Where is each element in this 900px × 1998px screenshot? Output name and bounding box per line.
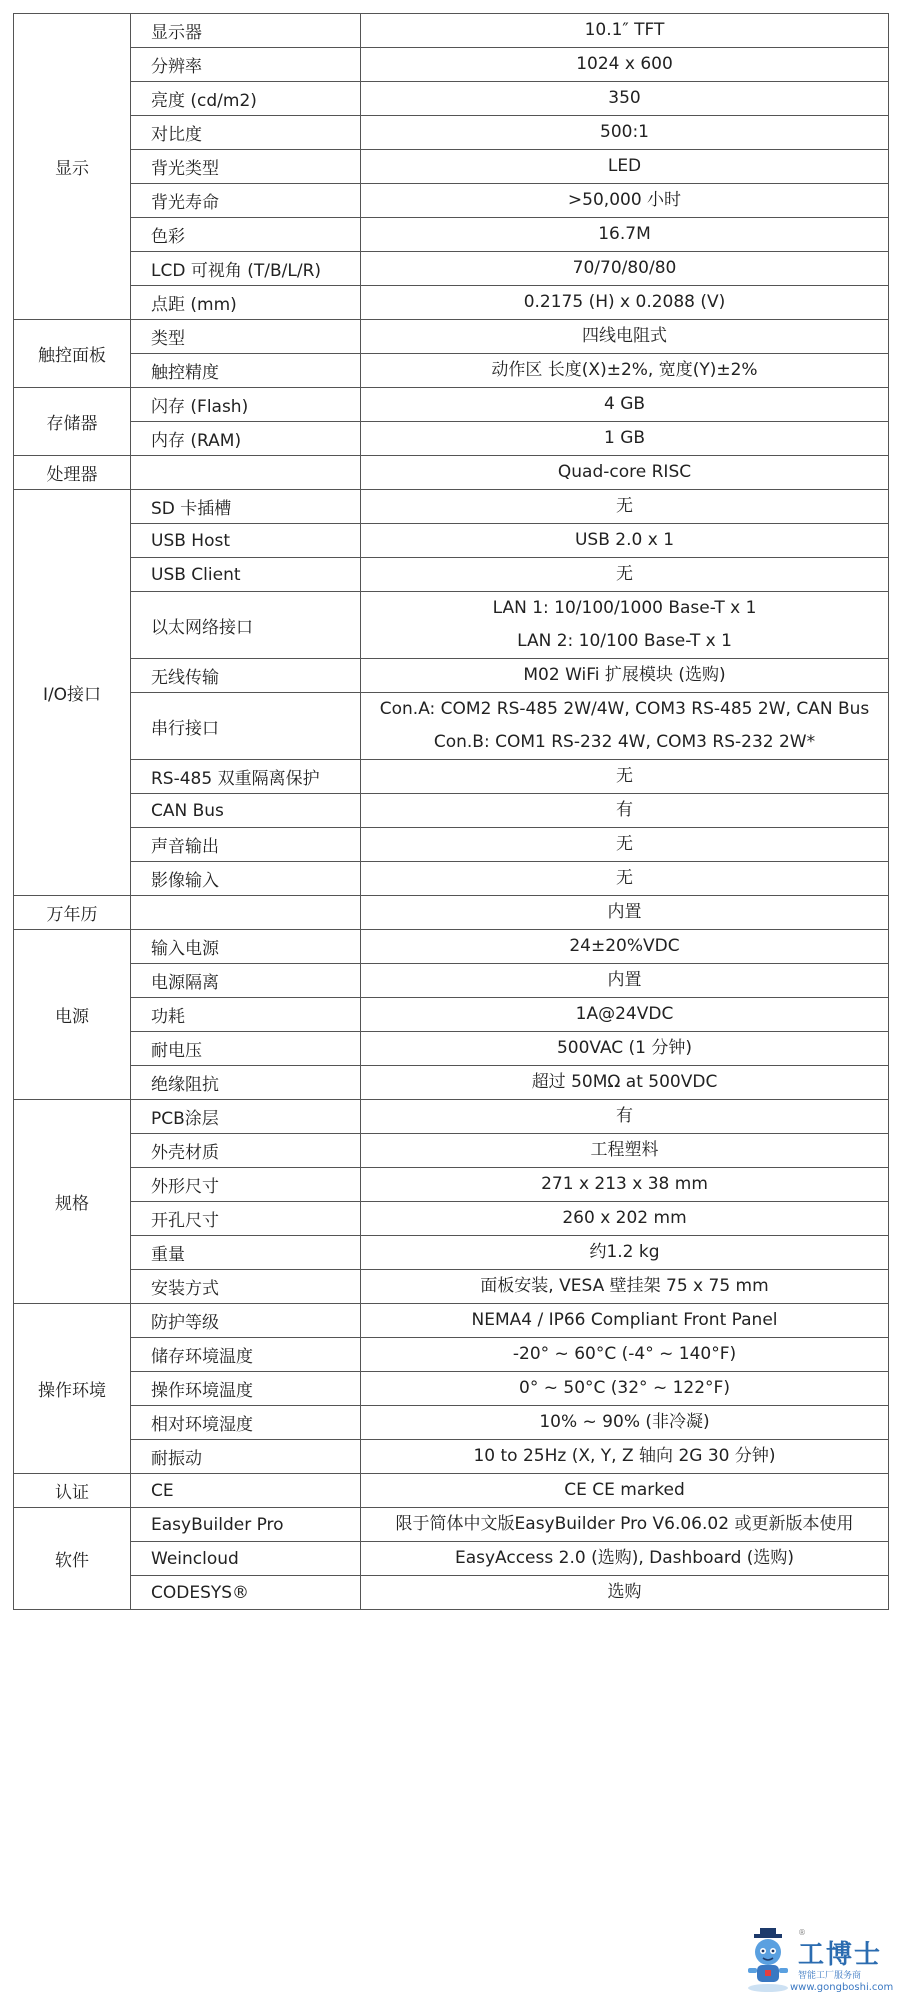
- spec-value-line: 500:1: [600, 122, 649, 142]
- spec-row: [14, 896, 889, 930]
- spec-value-line: 10% ~ 90% (非冷凝): [539, 1412, 710, 1432]
- spec-value-line: 无: [616, 868, 633, 888]
- spec-value: [361, 1304, 889, 1338]
- spec-value: [361, 286, 889, 320]
- spec-value-line: 350: [608, 88, 641, 108]
- spec-value: [361, 490, 889, 524]
- spec-label: 背光寿命: [131, 184, 361, 218]
- spec-label: 功耗: [131, 998, 361, 1032]
- spec-value-line: 1024 x 600: [576, 54, 673, 74]
- spec-value: [361, 1270, 889, 1304]
- spec-label: SD 卡插槽: [131, 490, 361, 524]
- spec-value-line: M02 WiFi 扩展模块 (选购): [523, 665, 726, 685]
- category-cell: 操作环境: [14, 1304, 131, 1474]
- spec-value-line: 1 GB: [603, 428, 646, 448]
- spec-label: 电源隔离: [131, 964, 361, 998]
- spec-row: [14, 1542, 889, 1576]
- spec-label: [131, 896, 361, 930]
- spec-row: [14, 964, 889, 998]
- spec-label: 安装方式: [131, 1270, 361, 1304]
- spec-row: [14, 1440, 889, 1474]
- spec-label: 内存 (RAM): [131, 422, 361, 456]
- category-cell: 处理器: [14, 456, 131, 490]
- spec-value-line: LAN 2: 10/100 Base-T x 1: [517, 631, 732, 651]
- spec-label: 串行接口: [131, 693, 361, 760]
- spec-value: [361, 1032, 889, 1066]
- spec-value-line: 24±20%VDC: [569, 936, 680, 956]
- spec-row: [14, 388, 889, 422]
- spec-value-line: 超过 50MΩ at 500VDC: [531, 1072, 718, 1092]
- spec-row: [14, 1168, 889, 1202]
- watermark-subtitle: 智能工厂服务商: [798, 1971, 862, 1981]
- category-cell: 电源: [14, 930, 131, 1100]
- spec-label: 分辨率: [131, 48, 361, 82]
- spec-value: [361, 1202, 889, 1236]
- spec-value: [361, 354, 889, 388]
- spec-label: 影像输入: [131, 862, 361, 896]
- spec-value: [361, 1338, 889, 1372]
- spec-row: [14, 14, 889, 48]
- spec-value: [361, 558, 889, 592]
- category-cell: 触控面板: [14, 320, 131, 388]
- spec-row: [14, 1236, 889, 1270]
- spec-label: 重量: [131, 1236, 361, 1270]
- spec-value-line: 面板安装, VESA 壁挂架 75 x 75 mm: [480, 1276, 769, 1296]
- spec-row: [14, 1508, 889, 1542]
- spec-row: [14, 1474, 889, 1508]
- spec-value-line: 四线电阻式: [582, 326, 667, 346]
- spec-value: [361, 1474, 889, 1508]
- spec-row: [14, 693, 889, 760]
- spec-value: [361, 1134, 889, 1168]
- spec-label: Weincloud: [131, 1542, 361, 1576]
- spec-row: [14, 760, 889, 794]
- spec-value-line: 约1.2 kg: [589, 1242, 660, 1262]
- spec-value-line: 限于简体中文版EasyBuilder Pro V6.06.02 或更新版本使用: [395, 1514, 854, 1534]
- spec-value: [361, 150, 889, 184]
- spec-value-line: 0.2175 (H) x 0.2088 (V): [523, 292, 726, 312]
- watermark-title: 工博士: [798, 1940, 883, 1970]
- category-cell: 软件: [14, 1508, 131, 1610]
- spec-row: [14, 1576, 889, 1610]
- spec-value-line: 16.7M: [598, 224, 651, 244]
- spec-row: [14, 930, 889, 964]
- spec-label: CAN Bus: [131, 794, 361, 828]
- spec-label: 亮度 (cd/m2): [131, 82, 361, 116]
- spec-value-line: NEMA4 / IP66 Compliant Front Panel: [471, 1310, 778, 1330]
- category-cell: 认证: [14, 1474, 131, 1508]
- watermark-logo: ® 工博士 智能工厂服务商 www.gongboshi.com: [740, 1928, 890, 1998]
- robot-mascot-icon: [740, 1928, 796, 1994]
- spec-row: [14, 1032, 889, 1066]
- spec-label: 储存环境温度: [131, 1338, 361, 1372]
- spec-row: [14, 1100, 889, 1134]
- spec-label: 闪存 (Flash): [131, 388, 361, 422]
- spec-label: [131, 456, 361, 490]
- spec-value-line: CE CE marked: [564, 1480, 685, 1500]
- spec-value-line: 内置: [607, 902, 642, 922]
- spec-row: [14, 659, 889, 693]
- spec-label: 开孔尺寸: [131, 1202, 361, 1236]
- spec-row: [14, 794, 889, 828]
- category-cell: 万年历: [14, 896, 131, 930]
- spec-value-line: 内置: [607, 970, 642, 990]
- spec-row: [14, 456, 889, 490]
- spec-label: 输入电源: [131, 930, 361, 964]
- spec-value: [361, 760, 889, 794]
- spec-label: 色彩: [131, 218, 361, 252]
- spec-value-line: 10.1″ TFT: [584, 20, 665, 40]
- spec-row: [14, 252, 889, 286]
- spec-label: 操作环境温度: [131, 1372, 361, 1406]
- spec-label: 类型: [131, 320, 361, 354]
- spec-row: [14, 1406, 889, 1440]
- spec-value-line: 无: [616, 766, 633, 786]
- spec-row: [14, 48, 889, 82]
- spec-value-line: 260 x 202 mm: [562, 1208, 687, 1228]
- spec-label: 点距 (mm): [131, 286, 361, 320]
- spec-row: [14, 998, 889, 1032]
- spec-row: [14, 1134, 889, 1168]
- spec-value: [361, 964, 889, 998]
- spec-value: [361, 1372, 889, 1406]
- spec-value: [361, 320, 889, 354]
- spec-value: [361, 1406, 889, 1440]
- spec-value: [361, 1168, 889, 1202]
- spec-value-line: 1A@24VDC: [575, 1004, 674, 1024]
- spec-value: [361, 659, 889, 693]
- spec-value-line: 500VAC (1 分钟): [556, 1038, 693, 1058]
- spec-value: [361, 693, 889, 760]
- spec-value: [361, 998, 889, 1032]
- spec-value-line: LAN 1: 10/100/1000 Base-T x 1: [492, 598, 757, 618]
- category-cell: 存储器: [14, 388, 131, 456]
- category-cell: 显示: [14, 14, 131, 320]
- spec-label: 外形尺寸: [131, 1168, 361, 1202]
- spec-label: 显示器: [131, 14, 361, 48]
- spec-label: 无线传输: [131, 659, 361, 693]
- spec-table: [13, 13, 889, 1610]
- spec-value-line: 4 GB: [603, 394, 646, 414]
- spec-value: [361, 388, 889, 422]
- spec-row: [14, 1338, 889, 1372]
- spec-value-line: Con.B: COM1 RS-232 4W, COM3 RS-232 2W*: [433, 732, 816, 752]
- spec-label: CE: [131, 1474, 361, 1508]
- spec-row: [14, 184, 889, 218]
- spec-value: [361, 1066, 889, 1100]
- watermark-url: www.gongboshi.com: [790, 1982, 894, 1993]
- spec-value: [361, 862, 889, 896]
- spec-value-line: LED: [607, 156, 642, 176]
- spec-value-line: 有: [616, 800, 633, 820]
- spec-label: PCB涂层: [131, 1100, 361, 1134]
- spec-value: [361, 1508, 889, 1542]
- spec-row: [14, 116, 889, 150]
- spec-value: [361, 456, 889, 490]
- spec-value: [361, 1100, 889, 1134]
- spec-label: 防护等级: [131, 1304, 361, 1338]
- spec-value: [361, 116, 889, 150]
- spec-label: USB Client: [131, 558, 361, 592]
- spec-row: [14, 1372, 889, 1406]
- spec-row: [14, 82, 889, 116]
- spec-value-line: 0° ~ 50°C (32° ~ 122°F): [519, 1378, 730, 1398]
- spec-value: [361, 252, 889, 286]
- spec-value-line: 10 to 25Hz (X, Y, Z 轴向 2G 30 分钟): [473, 1446, 776, 1466]
- spec-value: [361, 828, 889, 862]
- spec-label: 外壳材质: [131, 1134, 361, 1168]
- spec-value-line: Quad-core RISC: [557, 462, 692, 482]
- spec-label: 以太网络接口: [131, 592, 361, 659]
- spec-row: [14, 1270, 889, 1304]
- spec-row: [14, 422, 889, 456]
- spec-row: [14, 354, 889, 388]
- spec-value: [361, 184, 889, 218]
- spec-label: CODESYS®: [131, 1576, 361, 1610]
- spec-value-line: Con.A: COM2 RS-485 2W/4W, COM3 RS-485 2W, CAN Bus: [379, 699, 870, 719]
- spec-label: 耐电压: [131, 1032, 361, 1066]
- spec-label: 绝缘阻抗: [131, 1066, 361, 1100]
- spec-value-line: USB 2.0 x 1: [574, 530, 675, 550]
- spec-row: [14, 1304, 889, 1338]
- spec-value-line: >50,000 小时: [567, 190, 682, 210]
- spec-value-line: 无: [616, 834, 633, 854]
- spec-value-line: 动作区 长度(X)±2%, 宽度(Y)±2%: [491, 360, 758, 380]
- spec-value: [361, 524, 889, 558]
- spec-label: 耐振动: [131, 1440, 361, 1474]
- spec-value: [361, 1542, 889, 1576]
- category-cell: 规格: [14, 1100, 131, 1304]
- spec-value-line: 无: [616, 496, 633, 516]
- spec-value: [361, 1236, 889, 1270]
- spec-row: [14, 592, 889, 659]
- spec-value: [361, 1576, 889, 1610]
- spec-label: EasyBuilder Pro: [131, 1508, 361, 1542]
- spec-row: [14, 1202, 889, 1236]
- spec-row: [14, 286, 889, 320]
- spec-row: [14, 1066, 889, 1100]
- spec-value: [361, 794, 889, 828]
- spec-value: [361, 422, 889, 456]
- spec-row: [14, 524, 889, 558]
- spec-row: [14, 490, 889, 524]
- spec-value: [361, 82, 889, 116]
- spec-row: [14, 558, 889, 592]
- spec-value: [361, 896, 889, 930]
- spec-value-line: EasyAccess 2.0 (选购), Dashboard (选购): [454, 1548, 795, 1568]
- spec-label: LCD 可视角 (T/B/L/R): [131, 252, 361, 286]
- spec-value-line: 无: [616, 564, 633, 584]
- spec-value: [361, 218, 889, 252]
- spec-row: [14, 150, 889, 184]
- spec-value-line: 工程塑料: [590, 1140, 659, 1160]
- spec-row: [14, 320, 889, 354]
- spec-value: [361, 930, 889, 964]
- spec-label: USB Host: [131, 524, 361, 558]
- spec-label: 背光类型: [131, 150, 361, 184]
- spec-value: [361, 14, 889, 48]
- spec-value-line: -20° ~ 60°C (-4° ~ 140°F): [512, 1344, 737, 1364]
- spec-label: 对比度: [131, 116, 361, 150]
- spec-value-line: 有: [616, 1106, 633, 1126]
- spec-value-line: 选购: [607, 1582, 642, 1602]
- spec-value: [361, 48, 889, 82]
- spec-value-line: 271 x 213 x 38 mm: [541, 1174, 708, 1194]
- spec-label: RS-485 双重隔离保护: [131, 760, 361, 794]
- spec-row: [14, 828, 889, 862]
- spec-label: 相对环境湿度: [131, 1406, 361, 1440]
- spec-value-line: 70/70/80/80: [572, 258, 677, 278]
- spec-label: 触控精度: [131, 354, 361, 388]
- category-cell: I/O接口: [14, 490, 131, 896]
- spec-value: [361, 1440, 889, 1474]
- spec-value: [361, 592, 889, 659]
- spec-row: [14, 218, 889, 252]
- spec-label: 声音输出: [131, 828, 361, 862]
- spec-row: [14, 862, 889, 896]
